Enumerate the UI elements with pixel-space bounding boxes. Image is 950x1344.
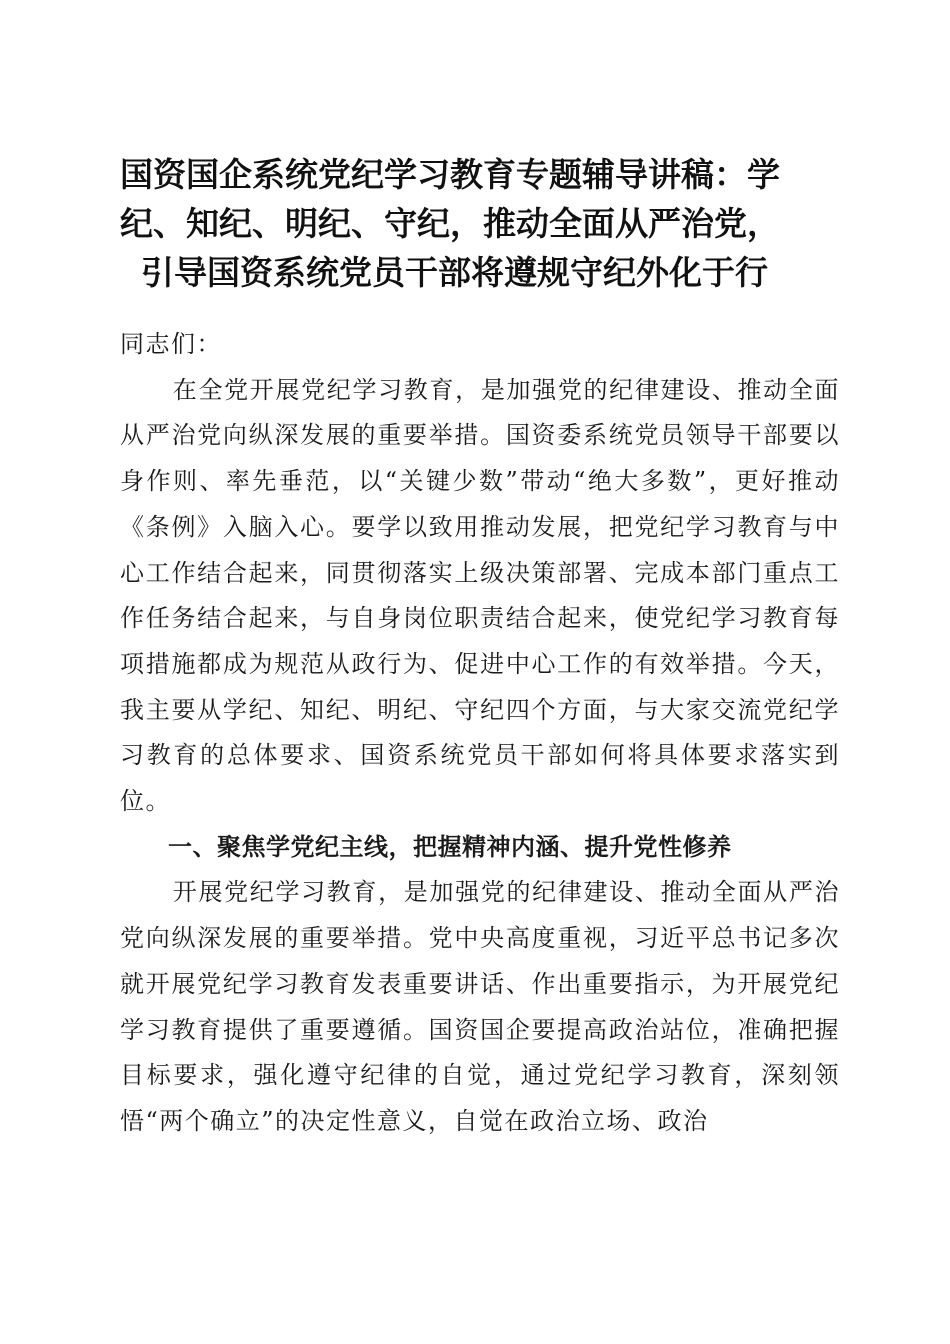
salutation: 同志们： — [120, 330, 222, 358]
document-body — [120, 322, 840, 1145]
title-line-3: 引导国资系统党员干部将遵规守纪外化于行 — [141, 253, 768, 293]
section-1-heading: 一、聚焦学党纪主线，把握精神内涵、提升党性修养 — [168, 832, 732, 861]
title-line-1: 国资国企系统党纪学习教育专题辅导讲稿：学 — [120, 155, 780, 195]
document-title — [110, 150, 840, 297]
intro-paragraph: 在全党开展党纪学习教育，是加强党的纪律建设、推动全面从严治党向纵深发展的重要举措。国资委系统党员领导干部要以身作则、率先垂范，以“关键少数”带动“绝大多数”，更好推动《条例》入脑入心。要学以致用推动发展，把党纪学习教育与中心工作结合起来，同贯彻落实上级决策部署、完成本部门重点工作任务结合起来，与自身岗位职责结合起来，使党纪学习教育每项措施都成为规范从政行为、促进中心工作的有效举措。今天，我主要从学纪、知纪、明纪、守纪四个方面，与大家交流党纪学习教育的总体要求、国资系统党员干部如何将具体要求落实到位。 — [120, 375, 840, 816]
title-line-2: 纪、知纪、明纪、守纪，推动全面从严治党， — [120, 204, 780, 244]
section-1-paragraph: 开展党纪学习教育，是加强党的纪律建设、推动全面从严治党向纵深发展的重要举措。党中央高度重视，习近平总书记多次就开展党纪学习教育发表重要讲话、作出重要指示，为开展党纪学习教育提供了重要遵循。国资国企要提高政治站位，准确把握目标要求，强化遵守纪律的自觉，通过党纪学习教育，深刻领悟“两个确立”的决定性意义，自觉在政治立场、政治 — [120, 878, 840, 1135]
